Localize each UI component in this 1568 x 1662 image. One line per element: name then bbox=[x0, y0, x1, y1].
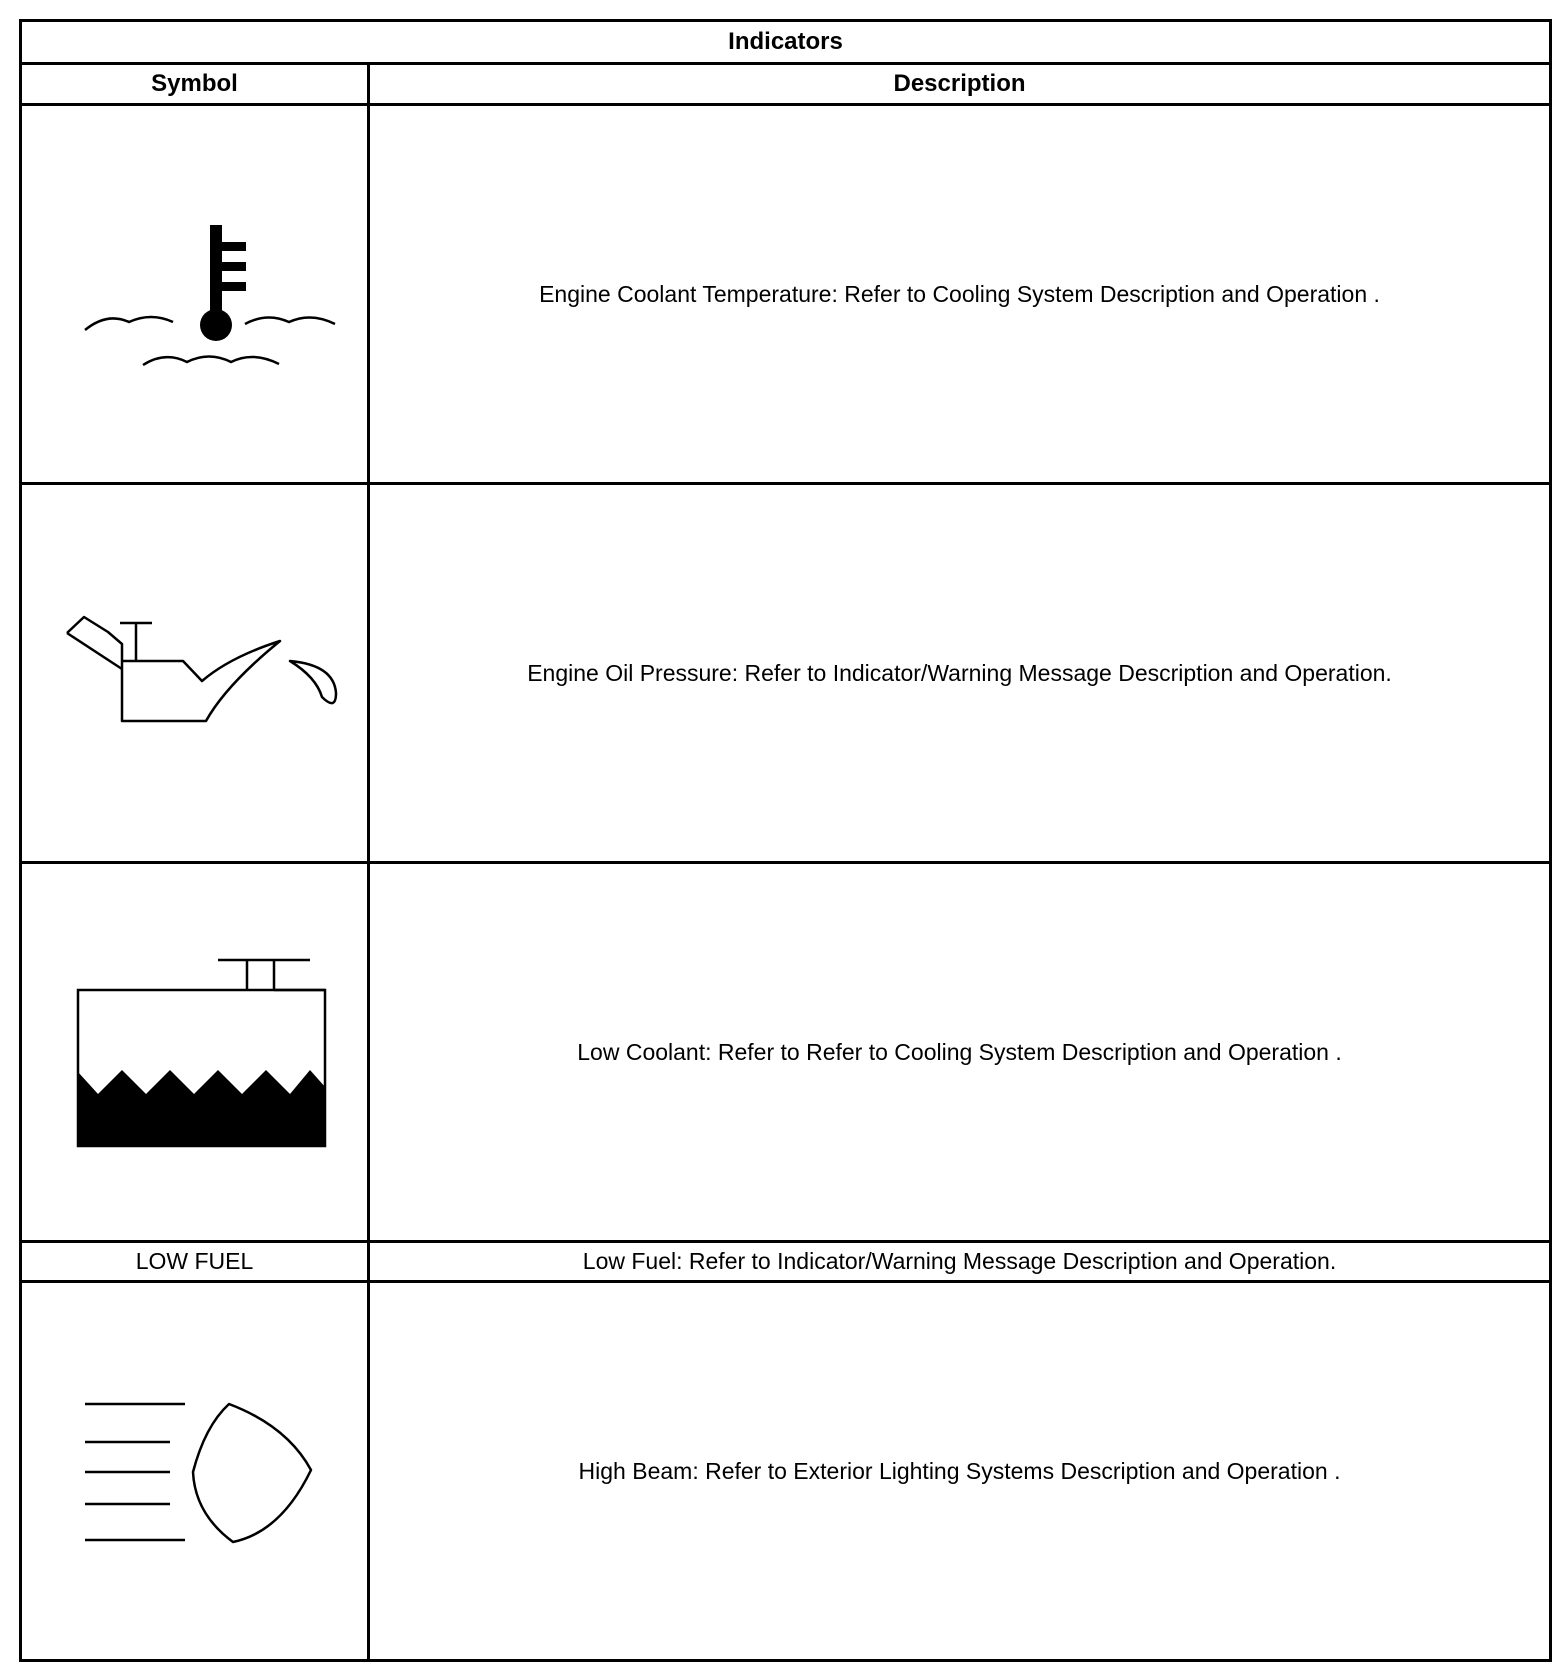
symbol-cell bbox=[21, 105, 369, 484]
symbol-cell bbox=[21, 1282, 369, 1661]
description-cell: Low Coolant: Refer to Refer to Cooling System Description and Operation . bbox=[369, 863, 1551, 1242]
symbol-cell bbox=[21, 484, 369, 863]
table-row bbox=[21, 105, 1551, 484]
title-row bbox=[21, 21, 1551, 64]
coolant-reservoir-icon bbox=[40, 952, 350, 1152]
table-row bbox=[21, 484, 1551, 863]
indicators-table bbox=[19, 19, 1552, 1662]
table-row bbox=[21, 863, 1551, 1242]
description-cell: Low Fuel: Refer to Indicator/Warning Message Description and Operation. bbox=[369, 1242, 1551, 1282]
symbol-text-cell: LOW FUEL bbox=[21, 1242, 369, 1282]
oil-can-icon bbox=[40, 613, 350, 733]
table-row bbox=[21, 1242, 1551, 1282]
engine-coolant-temperature-icon bbox=[45, 194, 345, 394]
description-header: Description bbox=[369, 64, 1551, 105]
table-row bbox=[21, 1282, 1551, 1661]
description-cell: Engine Oil Pressure: Refer to Indicator/Warning Message Description and Operation. bbox=[369, 484, 1551, 863]
symbol-header: Symbol bbox=[21, 64, 369, 105]
description-cell: High Beam: Refer to Exterior Lighting Systems Description and Operation . bbox=[369, 1282, 1551, 1661]
header-row bbox=[21, 64, 1551, 105]
table-title: Indicators bbox=[21, 21, 1551, 64]
high-beam-icon bbox=[45, 1386, 345, 1556]
symbol-cell bbox=[21, 863, 369, 1242]
description-cell: Engine Coolant Temperature: Refer to Cooling System Description and Operation . bbox=[369, 105, 1551, 484]
